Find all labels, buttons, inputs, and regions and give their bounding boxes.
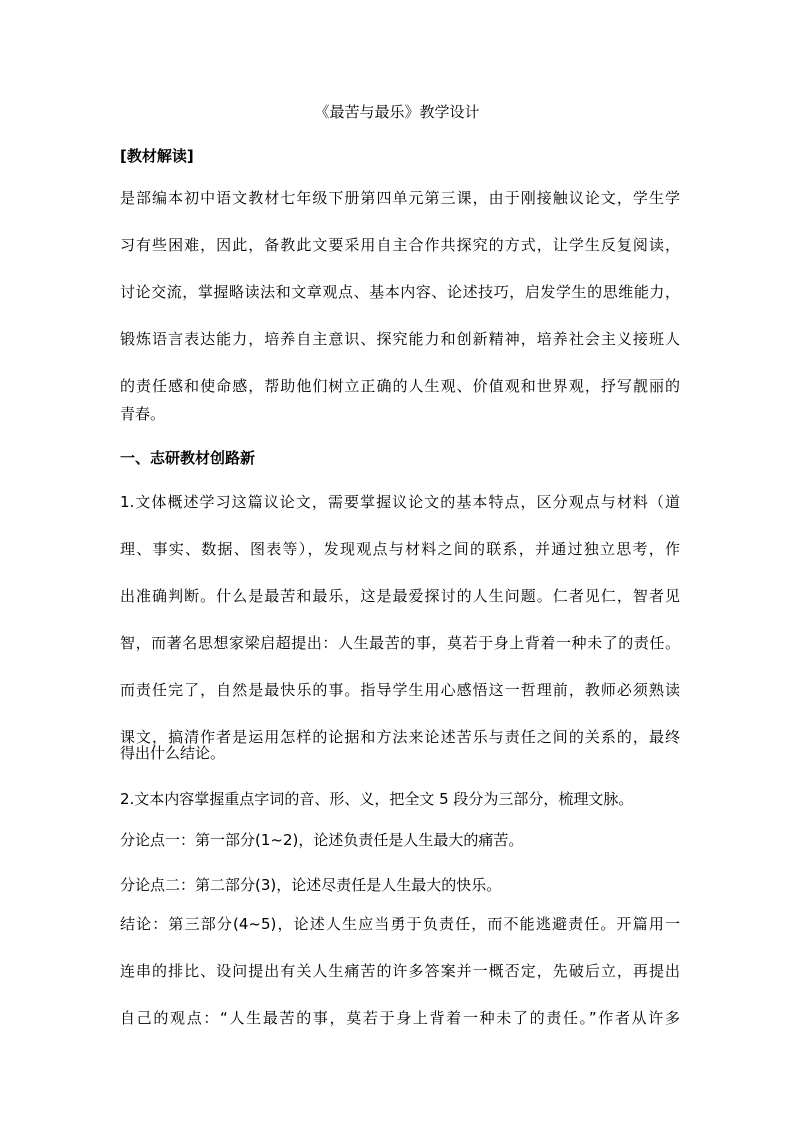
intro-line: 是部编本初中语文教材七年级下册第四单元第三课，由于刚接触议论文，学生学	[120, 189, 680, 207]
point1-line: 1.文体概述学习这篇议论文，需要掌握议论文的基本特点，区分观点与材料（道	[120, 493, 680, 511]
point1-line: 而责任完了，自然是最快乐的事。指导学生用心感悟这一哲理前，教师必须熟读	[120, 681, 680, 699]
point2-line: 2.文本内容掌握重点字词的音、形、义，把全文 5 段分为三部分，梳理文脉。	[120, 790, 634, 808]
section-heading-one: 一、志研教材创路新	[120, 449, 256, 467]
sub-argument-1: 分论点一：第一部分(1~2)，论述负责任是人生最大的痛苦。	[120, 831, 524, 849]
point1-line-last: 得出什么结论。	[120, 744, 226, 762]
intro-line: 习有些困难，因此，备教此文要采用自主合作共探究的方式，让学生反复阅读，	[120, 236, 680, 254]
point1-line: 智，而著名思想家梁启超提出：人生最苦的事，莫若于身上背着一种未了的责任。	[120, 634, 680, 652]
conclusion-line: 连串的排比、设问提出有关人生痛苦的许多答案并一概否定，先破后立，再提出	[120, 962, 680, 980]
intro-line: 的责任感和使命感，帮助他们树立正确的人生观、价值观和世界观，抒写靓丽的	[120, 377, 680, 395]
conclusion-line: 结论：第三部分(4~5)，论述人生应当勇于负责任，而不能逃避责任。开篇用一	[120, 915, 680, 933]
section-heading-jiaocai: [教材解读]	[120, 147, 194, 165]
point1-line: 出准确判断。什么是最苦和最乐，这是最爱探讨的人生问题。仁者见仁，智者见	[120, 587, 680, 605]
document-title: 《最苦与最乐》教学设计	[314, 103, 480, 121]
point1-line: 课文，搞清作者是运用怎样的论据和方法来论述苦乐与责任之间的关系的，最终	[120, 728, 680, 746]
conclusion-line: 自己的观点：“人生最苦的事，莫若于身上背着一种未了的责任。”作者从许多	[120, 1009, 680, 1027]
point1-line: 理、事实、数据、图表等），发现观点与材料之间的联系，并通过独立思考，作	[120, 540, 680, 558]
intro-line: 锻炼语言表达能力，培养自主意识、探究能力和创新精神，培养社会主义接班人	[120, 330, 680, 348]
intro-line: 讨论交流，掌握略读法和文章观点、基本内容、论述技巧，启发学生的思维能力，	[120, 283, 680, 301]
sub-argument-2: 分论点二：第二部分(3)，论述尽责任是人生最大的快乐。	[120, 876, 502, 894]
intro-line-last: 青春。	[120, 405, 166, 423]
